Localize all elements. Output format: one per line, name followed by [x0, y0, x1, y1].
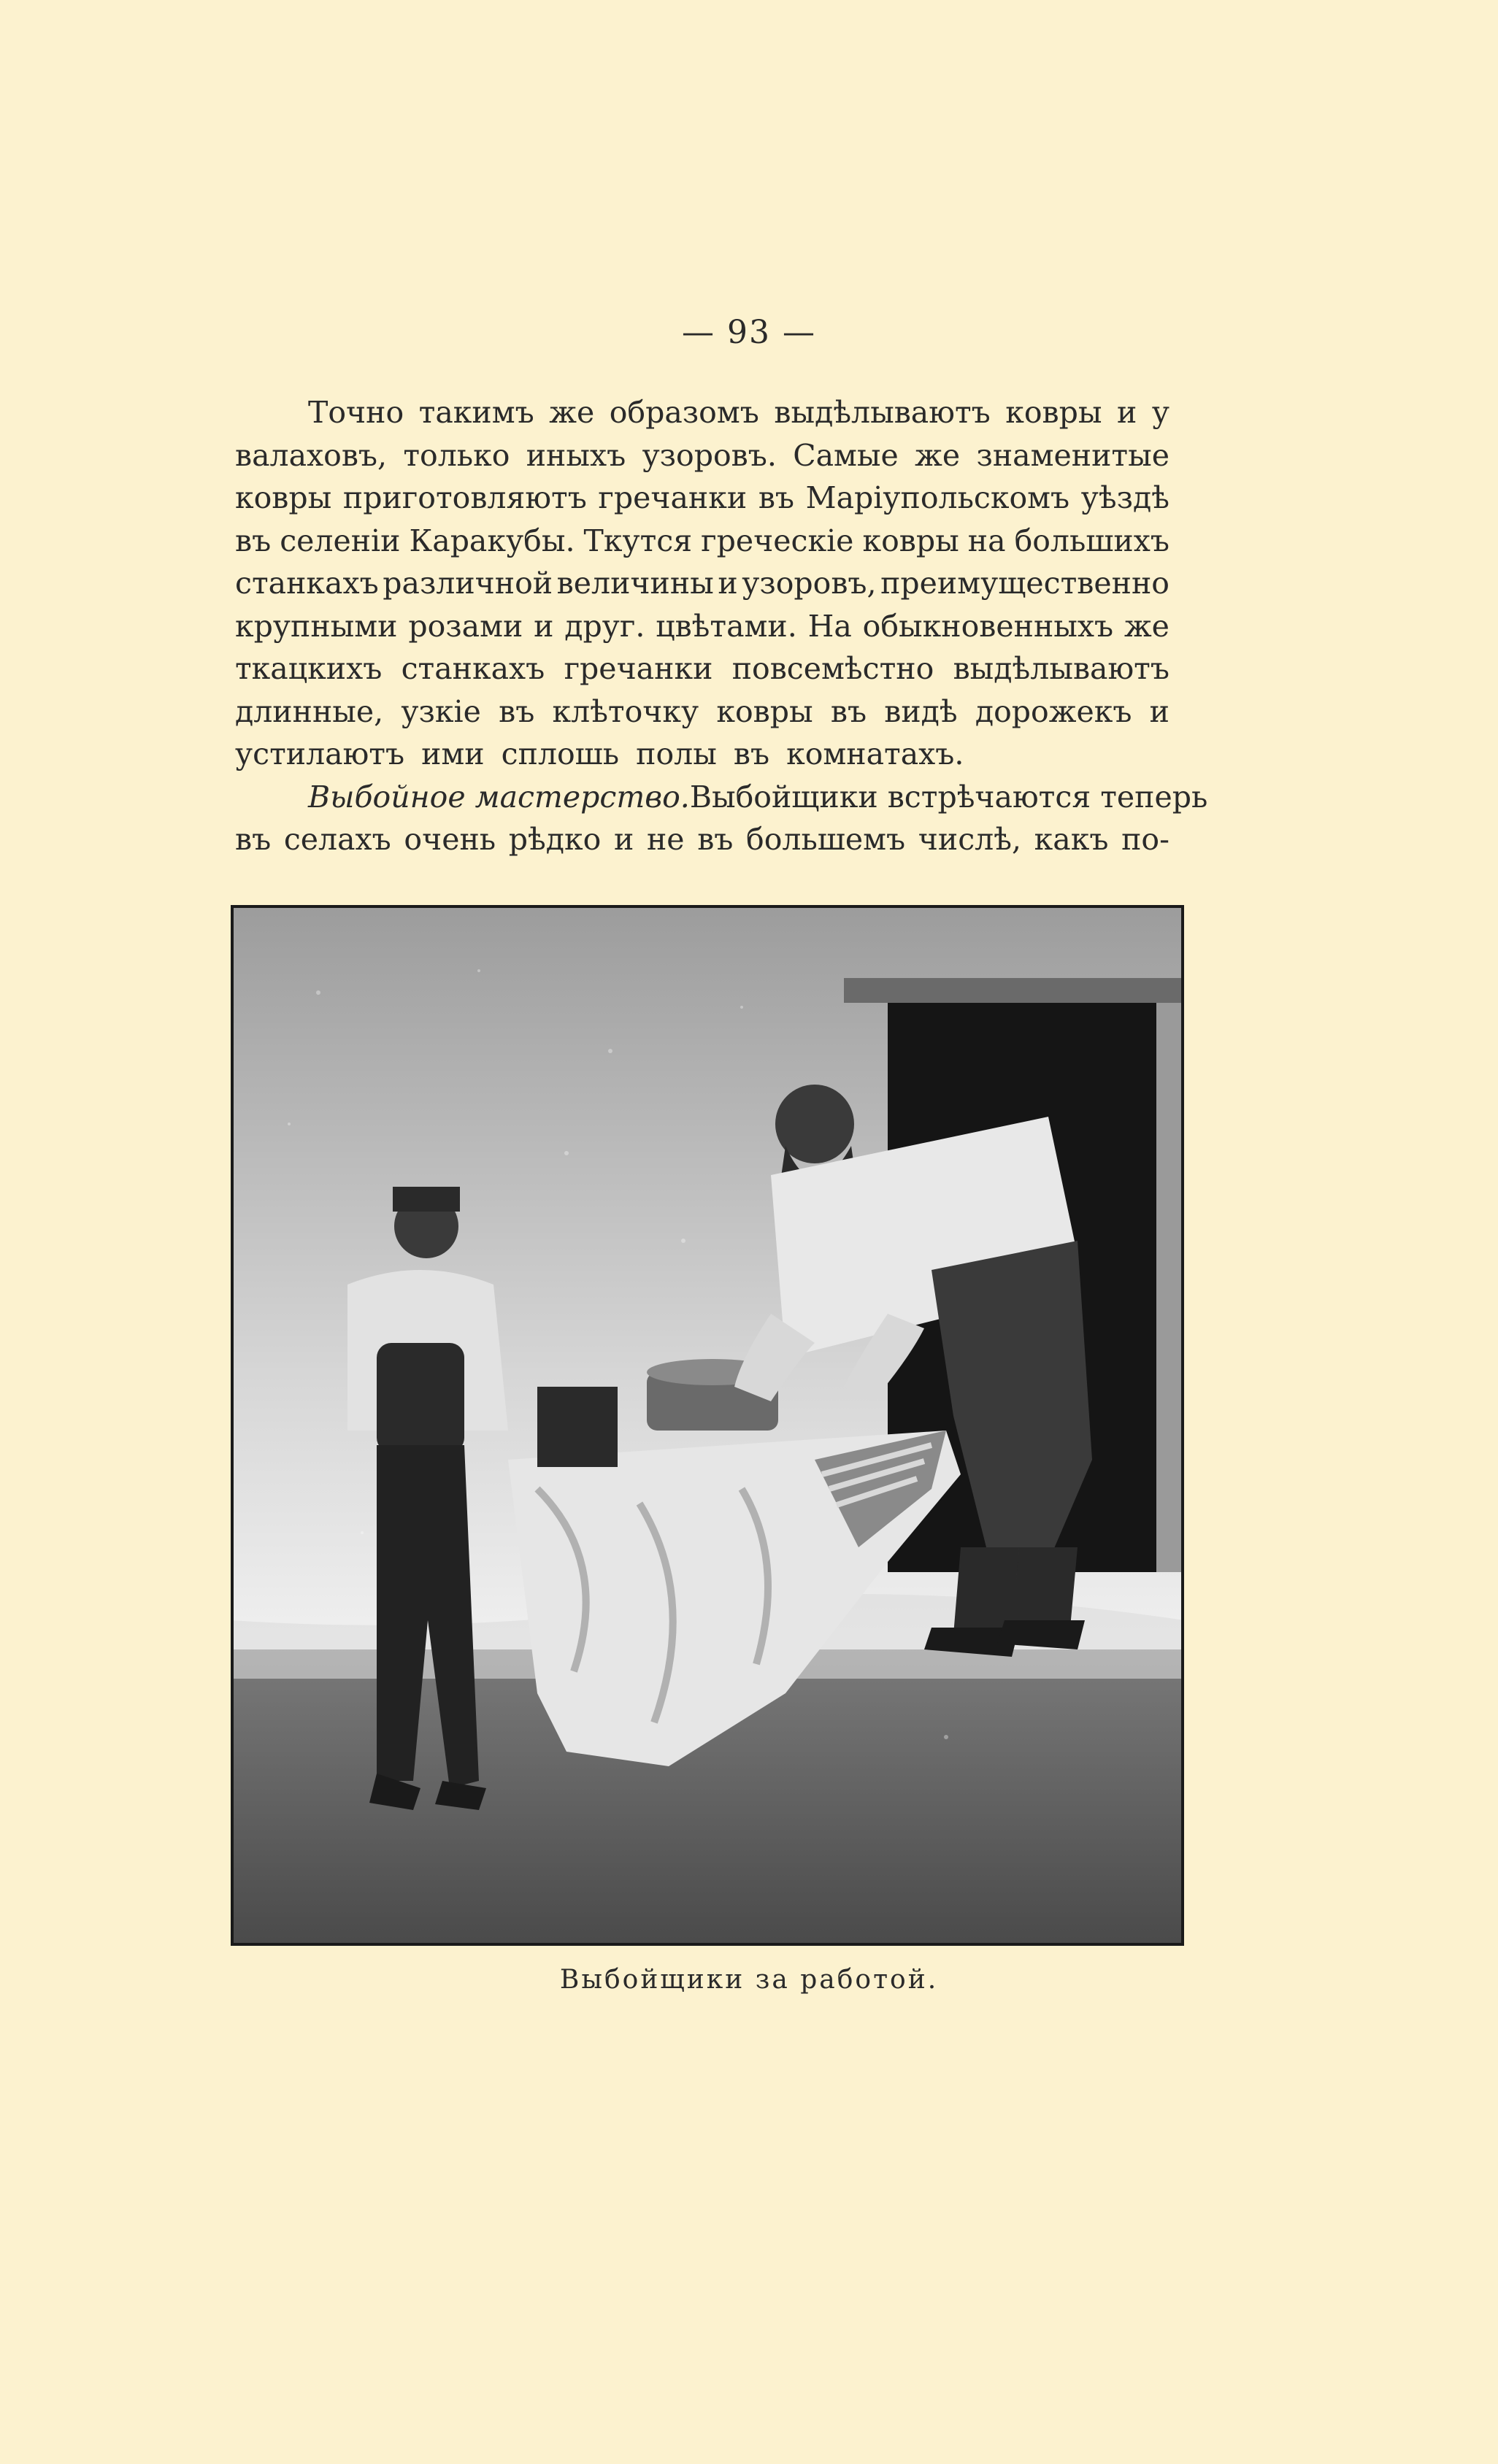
word: валаховъ, — [235, 437, 388, 473]
word: въ — [235, 822, 272, 857]
word: длинные, — [235, 693, 384, 729]
word: уѣздѣ — [1080, 480, 1169, 515]
word: и — [613, 822, 634, 857]
word: ковры — [1005, 395, 1102, 430]
word: у — [1151, 395, 1169, 430]
word: въ — [235, 523, 272, 558]
photograph-illustration — [231, 905, 1184, 1946]
text-line-1 — [235, 391, 1169, 434]
word: гречанки — [598, 480, 748, 515]
text-line-11 — [235, 818, 1169, 861]
word: такимъ — [418, 395, 534, 430]
word: только — [403, 437, 510, 473]
text-line-2 — [235, 434, 1169, 477]
word: станкахъ — [401, 651, 545, 686]
word: же — [1124, 608, 1169, 644]
text-line-8 — [235, 690, 1169, 734]
word: видѣ — [884, 693, 958, 729]
page-number: — 93 — — [682, 314, 816, 351]
word: ковры — [862, 523, 959, 558]
word: крупными — [235, 608, 398, 644]
photograph — [231, 905, 1184, 1946]
word: цвѣтами. — [656, 608, 797, 644]
word: различной — [383, 566, 553, 601]
text-line-7 — [235, 647, 1169, 690]
text-line-10 — [235, 776, 1208, 819]
word: Точно — [308, 395, 404, 430]
word: На — [807, 608, 852, 644]
text-line-9: устилаютъ ими сплошь полы въ комнатахъ. — [235, 736, 964, 771]
word: же — [549, 395, 595, 430]
word: знаменитые — [976, 437, 1169, 473]
text-line-10-rest: Выбойщики встрѣчаются теперь — [689, 779, 1208, 815]
text-line-4 — [235, 520, 1169, 563]
word: числѣ, — [918, 822, 1021, 857]
word: въ — [758, 480, 794, 515]
text-line-3 — [235, 477, 1169, 520]
word: и — [534, 608, 554, 644]
word: выдѣлываютъ — [774, 395, 991, 430]
text-line-6 — [235, 605, 1169, 648]
text-line-5 — [235, 562, 1169, 605]
word: иныхъ — [526, 437, 626, 473]
word: обыкновенныхъ — [862, 608, 1114, 644]
word: селахъ — [283, 822, 391, 857]
word: узоровъ, — [742, 566, 877, 601]
word: и — [718, 566, 738, 601]
word: Каракубы. — [409, 523, 575, 558]
word: повсемѣстно — [731, 651, 934, 686]
word: розами — [408, 608, 523, 644]
word: клѣточку — [552, 693, 699, 729]
word: по- — [1121, 822, 1169, 857]
word: гречанки — [564, 651, 713, 686]
word: приготовляютъ — [342, 480, 587, 515]
word: греческіе — [701, 523, 854, 558]
word: преимущественно — [880, 566, 1169, 601]
word: и — [1117, 395, 1137, 430]
word: Самые — [793, 437, 899, 473]
word: селеніи — [280, 523, 401, 558]
word: въ — [830, 693, 867, 729]
word: и — [1149, 693, 1169, 729]
word: станкахъ — [235, 566, 379, 601]
word: какъ — [1034, 822, 1109, 857]
word: образомъ — [609, 395, 759, 430]
word: ковры — [235, 480, 332, 515]
word: узоровъ. — [642, 437, 777, 473]
word: ткацкихъ — [235, 651, 383, 686]
word: друг. — [564, 608, 645, 644]
word: выдѣлываютъ — [953, 651, 1169, 686]
word: узкіе — [401, 693, 481, 729]
word: ковры — [716, 693, 813, 729]
word: же — [915, 437, 961, 473]
word: не — [646, 822, 685, 857]
section-title-italic: Выбойное мастерство. — [308, 779, 690, 815]
word: Маріупольскомъ — [805, 480, 1070, 515]
word: большихъ — [1014, 523, 1169, 558]
word: въ — [697, 822, 734, 857]
word: на — [967, 523, 1006, 558]
word: величины — [556, 566, 714, 601]
word: дорожекъ — [975, 693, 1132, 729]
word: очень — [404, 822, 496, 857]
word: въ — [499, 693, 535, 729]
word: большемъ — [746, 822, 906, 857]
body-text — [235, 391, 1208, 861]
word: рѣдко — [508, 822, 602, 857]
word: Ткутся — [583, 523, 693, 558]
photo-caption: Выбойщики за работой. — [559, 1965, 939, 1995]
